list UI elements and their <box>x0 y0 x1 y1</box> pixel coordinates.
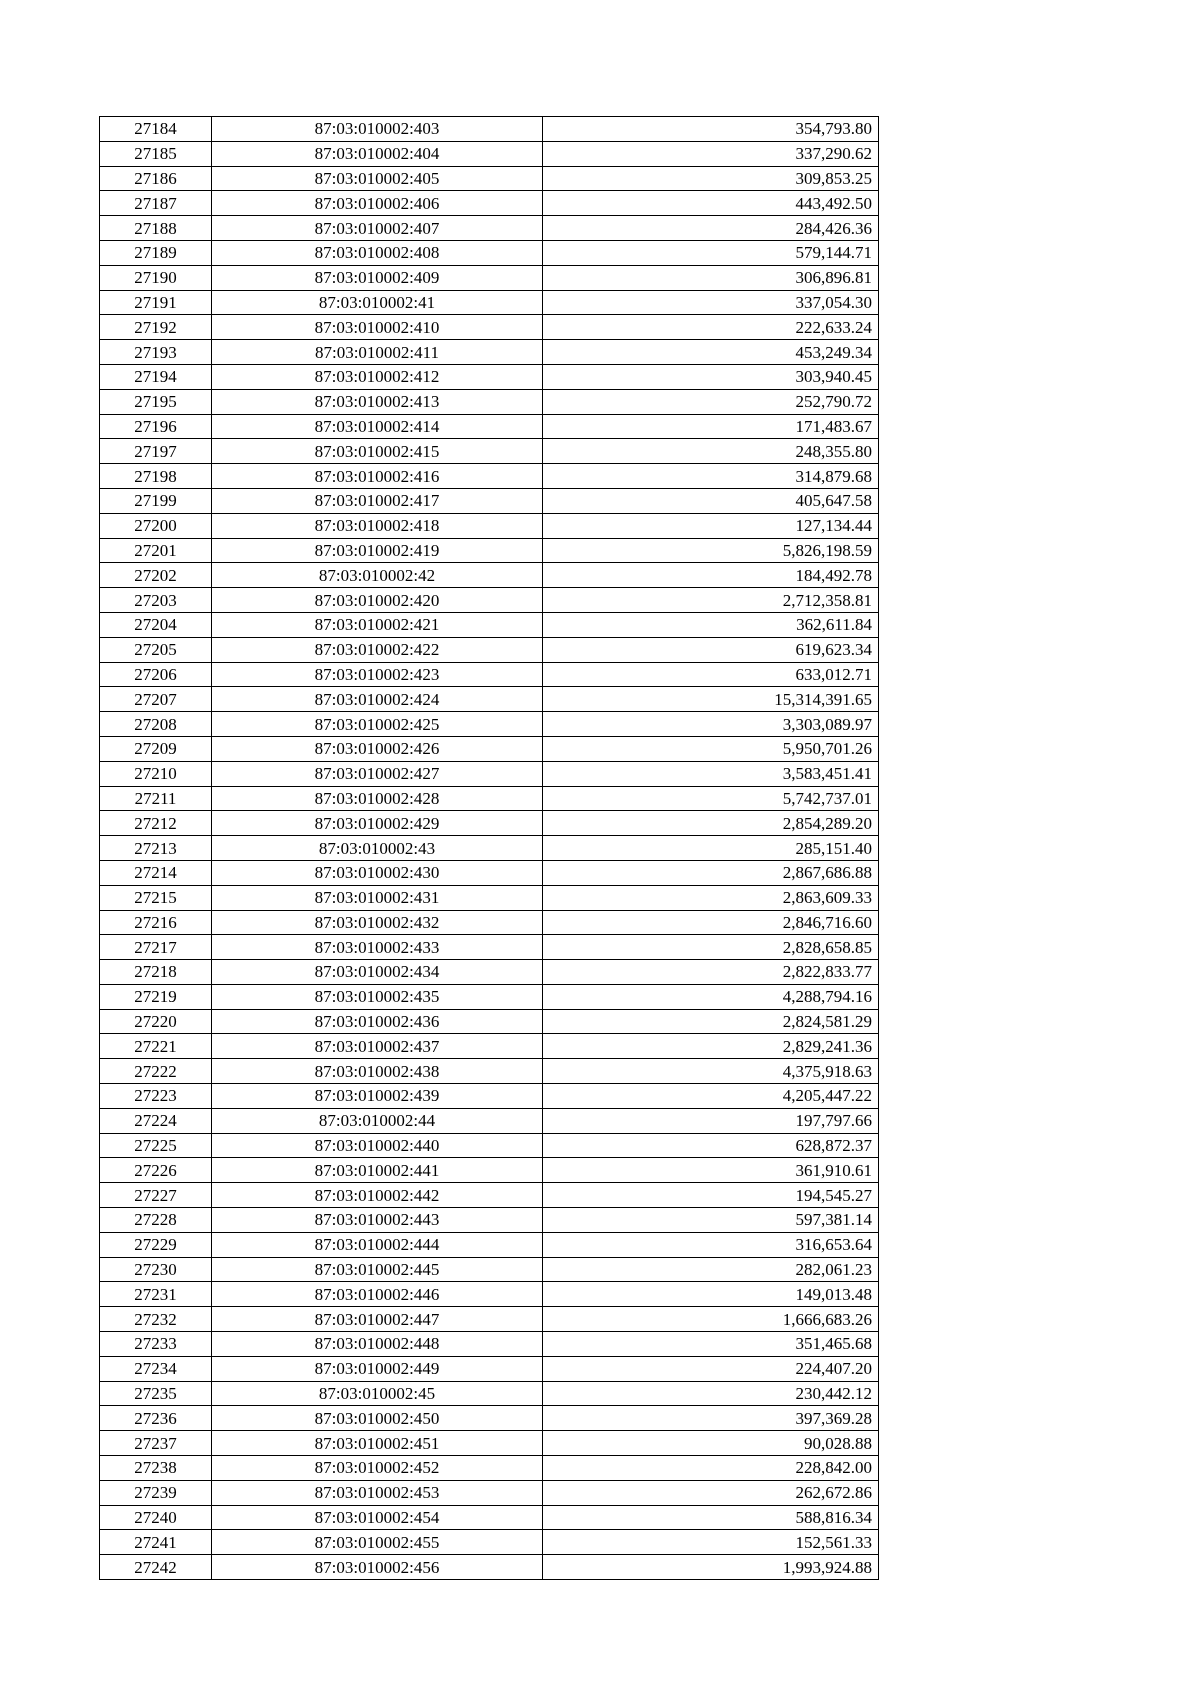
cadastral-number-cell: 87:03:010002:451 <box>212 1431 543 1456</box>
cadastral-number-cell: 87:03:010002:450 <box>212 1406 543 1431</box>
row-number-cell: 27191 <box>100 290 212 315</box>
row-number-cell: 27220 <box>100 1009 212 1034</box>
cadastral-number-cell: 87:03:010002:42 <box>212 563 543 588</box>
row-number-cell: 27202 <box>100 563 212 588</box>
row-number-cell: 27228 <box>100 1208 212 1233</box>
row-number-cell: 27199 <box>100 488 212 513</box>
row-number-cell: 27207 <box>100 687 212 712</box>
value-cell: 4,375,918.63 <box>543 1059 879 1084</box>
value-cell: 228,842.00 <box>543 1456 879 1481</box>
row-number-cell: 27231 <box>100 1282 212 1307</box>
row-number-cell: 27212 <box>100 811 212 836</box>
row-number-cell: 27242 <box>100 1555 212 1580</box>
cadastral-number-cell: 87:03:010002:444 <box>212 1232 543 1257</box>
value-cell: 224,407.20 <box>543 1356 879 1381</box>
cadastral-number-cell: 87:03:010002:415 <box>212 439 543 464</box>
value-cell: 337,290.62 <box>543 141 879 166</box>
value-cell: 2,846,716.60 <box>543 910 879 935</box>
cadastral-number-cell: 87:03:010002:428 <box>212 786 543 811</box>
row-number-cell: 27195 <box>100 389 212 414</box>
row-number-cell: 27227 <box>100 1183 212 1208</box>
cadastral-number-cell: 87:03:010002:431 <box>212 885 543 910</box>
value-cell: 351,465.68 <box>543 1332 879 1357</box>
row-number-cell: 27218 <box>100 960 212 985</box>
table-row <box>100 935 879 960</box>
cadastral-number-cell: 87:03:010002:416 <box>212 464 543 489</box>
value-cell: 149,013.48 <box>543 1282 879 1307</box>
row-number-cell: 27203 <box>100 588 212 613</box>
value-cell: 2,829,241.36 <box>543 1034 879 1059</box>
table-row <box>100 1232 879 1257</box>
table-row <box>100 662 879 687</box>
value-cell: 4,288,794.16 <box>543 984 879 1009</box>
cadastral-number-cell: 87:03:010002:454 <box>212 1505 543 1530</box>
row-number-cell: 27187 <box>100 191 212 216</box>
value-cell: 362,611.84 <box>543 612 879 637</box>
cadastral-number-cell: 87:03:010002:403 <box>212 117 543 142</box>
table-row <box>100 1257 879 1282</box>
value-cell: 619,623.34 <box>543 637 879 662</box>
row-number-cell: 27225 <box>100 1133 212 1158</box>
row-number-cell: 27185 <box>100 141 212 166</box>
cadastral-number-cell: 87:03:010002:45 <box>212 1381 543 1406</box>
cadastral-number-cell: 87:03:010002:411 <box>212 340 543 365</box>
row-number-cell: 27192 <box>100 315 212 340</box>
cadastral-number-cell: 87:03:010002:447 <box>212 1307 543 1332</box>
table-row <box>100 588 879 613</box>
row-number-cell: 27194 <box>100 364 212 389</box>
table-row <box>100 117 879 142</box>
row-number-cell: 27196 <box>100 414 212 439</box>
table-row <box>100 1133 879 1158</box>
row-number-cell: 27211 <box>100 786 212 811</box>
row-number-cell: 27200 <box>100 513 212 538</box>
cadastral-number-cell: 87:03:010002:449 <box>212 1356 543 1381</box>
row-number-cell: 27214 <box>100 860 212 885</box>
value-cell: 316,653.64 <box>543 1232 879 1257</box>
cadastral-number-cell: 87:03:010002:43 <box>212 836 543 861</box>
cadastral-number-cell: 87:03:010002:425 <box>212 712 543 737</box>
cadastral-number-cell: 87:03:010002:436 <box>212 1009 543 1034</box>
value-cell: 285,151.40 <box>543 836 879 861</box>
cadastral-number-cell: 87:03:010002:412 <box>212 364 543 389</box>
table-row <box>100 216 879 241</box>
value-cell: 303,940.45 <box>543 364 879 389</box>
table-row <box>100 563 879 588</box>
cadastral-number-cell: 87:03:010002:424 <box>212 687 543 712</box>
table-row <box>100 984 879 1009</box>
value-cell: 2,828,658.85 <box>543 935 879 960</box>
value-cell: 90,028.88 <box>543 1431 879 1456</box>
value-cell: 5,742,737.01 <box>543 786 879 811</box>
table-row <box>100 240 879 265</box>
cadastral-number-cell: 87:03:010002:44 <box>212 1108 543 1133</box>
cadastral-number-cell: 87:03:010002:426 <box>212 736 543 761</box>
value-cell: 282,061.23 <box>543 1257 879 1282</box>
cadastral-number-cell: 87:03:010002:407 <box>212 216 543 241</box>
row-number-cell: 27215 <box>100 885 212 910</box>
cadastral-number-cell: 87:03:010002:439 <box>212 1084 543 1109</box>
data-table <box>99 116 879 1580</box>
table-row <box>100 488 879 513</box>
table-row <box>100 1431 879 1456</box>
table-row <box>100 1381 879 1406</box>
table-row <box>100 414 879 439</box>
row-number-cell: 27197 <box>100 439 212 464</box>
value-cell: 354,793.80 <box>543 117 879 142</box>
value-cell: 2,867,686.88 <box>543 860 879 885</box>
table-row <box>100 687 879 712</box>
value-cell: 337,054.30 <box>543 290 879 315</box>
table-row <box>100 612 879 637</box>
row-number-cell: 27205 <box>100 637 212 662</box>
value-cell: 633,012.71 <box>543 662 879 687</box>
table-row <box>100 1183 879 1208</box>
table-row <box>100 1158 879 1183</box>
value-cell: 588,816.34 <box>543 1505 879 1530</box>
cadastral-number-cell: 87:03:010002:440 <box>212 1133 543 1158</box>
value-cell: 309,853.25 <box>543 166 879 191</box>
row-number-cell: 27189 <box>100 240 212 265</box>
row-number-cell: 27234 <box>100 1356 212 1381</box>
row-number-cell: 27184 <box>100 117 212 142</box>
table-row <box>100 736 879 761</box>
cadastral-number-cell: 87:03:010002:443 <box>212 1208 543 1233</box>
row-number-cell: 27226 <box>100 1158 212 1183</box>
cadastral-number-cell: 87:03:010002:419 <box>212 538 543 563</box>
row-number-cell: 27239 <box>100 1480 212 1505</box>
table-row <box>100 1009 879 1034</box>
row-number-cell: 27224 <box>100 1108 212 1133</box>
cadastral-number-cell: 87:03:010002:433 <box>212 935 543 960</box>
row-number-cell: 27236 <box>100 1406 212 1431</box>
row-number-cell: 27229 <box>100 1232 212 1257</box>
cadastral-number-cell: 87:03:010002:405 <box>212 166 543 191</box>
value-cell: 184,492.78 <box>543 563 879 588</box>
row-number-cell: 27241 <box>100 1530 212 1555</box>
row-number-cell: 27223 <box>100 1084 212 1109</box>
cadastral-number-cell: 87:03:010002:452 <box>212 1456 543 1481</box>
row-number-cell: 27221 <box>100 1034 212 1059</box>
value-cell: 2,854,289.20 <box>543 811 879 836</box>
value-cell: 152,561.33 <box>543 1530 879 1555</box>
value-cell: 197,797.66 <box>543 1108 879 1133</box>
value-cell: 314,879.68 <box>543 464 879 489</box>
cadastral-number-cell: 87:03:010002:430 <box>212 860 543 885</box>
value-cell: 194,545.27 <box>543 1183 879 1208</box>
table-row <box>100 1480 879 1505</box>
value-cell: 5,950,701.26 <box>543 736 879 761</box>
value-cell: 1,993,924.88 <box>543 1555 879 1580</box>
value-cell: 230,442.12 <box>543 1381 879 1406</box>
row-number-cell: 27237 <box>100 1431 212 1456</box>
table-row <box>100 712 879 737</box>
value-cell: 252,790.72 <box>543 389 879 414</box>
row-number-cell: 27233 <box>100 1332 212 1357</box>
table-row <box>100 811 879 836</box>
row-number-cell: 27190 <box>100 265 212 290</box>
table-row <box>100 761 879 786</box>
cadastral-number-cell: 87:03:010002:421 <box>212 612 543 637</box>
value-cell: 306,896.81 <box>543 265 879 290</box>
cadastral-number-cell: 87:03:010002:418 <box>212 513 543 538</box>
cadastral-number-cell: 87:03:010002:441 <box>212 1158 543 1183</box>
table-row <box>100 166 879 191</box>
cadastral-number-cell: 87:03:010002:414 <box>212 414 543 439</box>
value-cell: 248,355.80 <box>543 439 879 464</box>
row-number-cell: 27210 <box>100 761 212 786</box>
cadastral-number-cell: 87:03:010002:432 <box>212 910 543 935</box>
value-cell: 4,205,447.22 <box>543 1084 879 1109</box>
value-cell: 15,314,391.65 <box>543 687 879 712</box>
value-cell: 3,303,089.97 <box>543 712 879 737</box>
table-row <box>100 1208 879 1233</box>
table-body <box>100 117 879 1580</box>
cadastral-number-cell: 87:03:010002:409 <box>212 265 543 290</box>
value-cell: 361,910.61 <box>543 1158 879 1183</box>
table-row <box>100 1456 879 1481</box>
value-cell: 171,483.67 <box>543 414 879 439</box>
table-row <box>100 141 879 166</box>
cadastral-number-cell: 87:03:010002:423 <box>212 662 543 687</box>
table-row <box>100 1108 879 1133</box>
row-number-cell: 27209 <box>100 736 212 761</box>
row-number-cell: 27213 <box>100 836 212 861</box>
table-row <box>100 315 879 340</box>
value-cell: 5,826,198.59 <box>543 538 879 563</box>
value-cell: 284,426.36 <box>543 216 879 241</box>
value-cell: 405,647.58 <box>543 488 879 513</box>
row-number-cell: 27193 <box>100 340 212 365</box>
table-row <box>100 265 879 290</box>
table-row <box>100 836 879 861</box>
table-row <box>100 340 879 365</box>
row-number-cell: 27217 <box>100 935 212 960</box>
table-row <box>100 885 879 910</box>
cadastral-number-cell: 87:03:010002:420 <box>212 588 543 613</box>
cadastral-number-cell: 87:03:010002:437 <box>212 1034 543 1059</box>
row-number-cell: 27238 <box>100 1456 212 1481</box>
cadastral-number-cell: 87:03:010002:417 <box>212 488 543 513</box>
value-cell: 2,824,581.29 <box>543 1009 879 1034</box>
table-row <box>100 860 879 885</box>
value-cell: 2,822,833.77 <box>543 960 879 985</box>
table-row <box>100 1530 879 1555</box>
value-cell: 443,492.50 <box>543 191 879 216</box>
table-row <box>100 513 879 538</box>
table-row <box>100 389 879 414</box>
value-cell: 222,633.24 <box>543 315 879 340</box>
cadastral-number-cell: 87:03:010002:455 <box>212 1530 543 1555</box>
value-cell: 579,144.71 <box>543 240 879 265</box>
cadastral-number-cell: 87:03:010002:442 <box>212 1183 543 1208</box>
value-cell: 127,134.44 <box>543 513 879 538</box>
row-number-cell: 27230 <box>100 1257 212 1282</box>
row-number-cell: 27186 <box>100 166 212 191</box>
row-number-cell: 27216 <box>100 910 212 935</box>
value-cell: 597,381.14 <box>543 1208 879 1233</box>
cadastral-number-cell: 87:03:010002:456 <box>212 1555 543 1580</box>
value-cell: 262,672.86 <box>543 1480 879 1505</box>
table-row <box>100 637 879 662</box>
cadastral-number-cell: 87:03:010002:453 <box>212 1480 543 1505</box>
value-cell: 453,249.34 <box>543 340 879 365</box>
value-cell: 397,369.28 <box>543 1406 879 1431</box>
row-number-cell: 27235 <box>100 1381 212 1406</box>
table-row <box>100 1406 879 1431</box>
row-number-cell: 27204 <box>100 612 212 637</box>
cadastral-number-cell: 87:03:010002:438 <box>212 1059 543 1084</box>
row-number-cell: 27222 <box>100 1059 212 1084</box>
table-row <box>100 1034 879 1059</box>
row-number-cell: 27232 <box>100 1307 212 1332</box>
table-row <box>100 1084 879 1109</box>
row-number-cell: 27198 <box>100 464 212 489</box>
table-row <box>100 439 879 464</box>
table-row <box>100 538 879 563</box>
table-row <box>100 786 879 811</box>
table-row <box>100 464 879 489</box>
cadastral-number-cell: 87:03:010002:435 <box>212 984 543 1009</box>
row-number-cell: 27219 <box>100 984 212 1009</box>
value-cell: 2,863,609.33 <box>543 885 879 910</box>
cadastral-number-cell: 87:03:010002:446 <box>212 1282 543 1307</box>
table-row <box>100 1356 879 1381</box>
cadastral-number-cell: 87:03:010002:429 <box>212 811 543 836</box>
cadastral-number-cell: 87:03:010002:422 <box>212 637 543 662</box>
table-row <box>100 191 879 216</box>
row-number-cell: 27206 <box>100 662 212 687</box>
row-number-cell: 27188 <box>100 216 212 241</box>
cadastral-number-cell: 87:03:010002:413 <box>212 389 543 414</box>
table-row <box>100 1555 879 1580</box>
table-row <box>100 290 879 315</box>
cadastral-number-cell: 87:03:010002:404 <box>212 141 543 166</box>
row-number-cell: 27208 <box>100 712 212 737</box>
table-row <box>100 910 879 935</box>
cadastral-number-cell: 87:03:010002:41 <box>212 290 543 315</box>
cadastral-number-cell: 87:03:010002:448 <box>212 1332 543 1357</box>
cadastral-number-cell: 87:03:010002:445 <box>212 1257 543 1282</box>
table-row <box>100 1282 879 1307</box>
table-row <box>100 960 879 985</box>
value-cell: 2,712,358.81 <box>543 588 879 613</box>
value-cell: 1,666,683.26 <box>543 1307 879 1332</box>
cadastral-number-cell: 87:03:010002:408 <box>212 240 543 265</box>
table-row <box>100 1307 879 1332</box>
cadastral-number-cell: 87:03:010002:406 <box>212 191 543 216</box>
cadastral-number-cell: 87:03:010002:434 <box>212 960 543 985</box>
table-row <box>100 1505 879 1530</box>
table-row <box>100 364 879 389</box>
value-cell: 628,872.37 <box>543 1133 879 1158</box>
row-number-cell: 27201 <box>100 538 212 563</box>
table-row <box>100 1332 879 1357</box>
cadastral-number-cell: 87:03:010002:427 <box>212 761 543 786</box>
row-number-cell: 27240 <box>100 1505 212 1530</box>
cadastral-number-cell: 87:03:010002:410 <box>212 315 543 340</box>
table-row <box>100 1059 879 1084</box>
value-cell: 3,583,451.41 <box>543 761 879 786</box>
